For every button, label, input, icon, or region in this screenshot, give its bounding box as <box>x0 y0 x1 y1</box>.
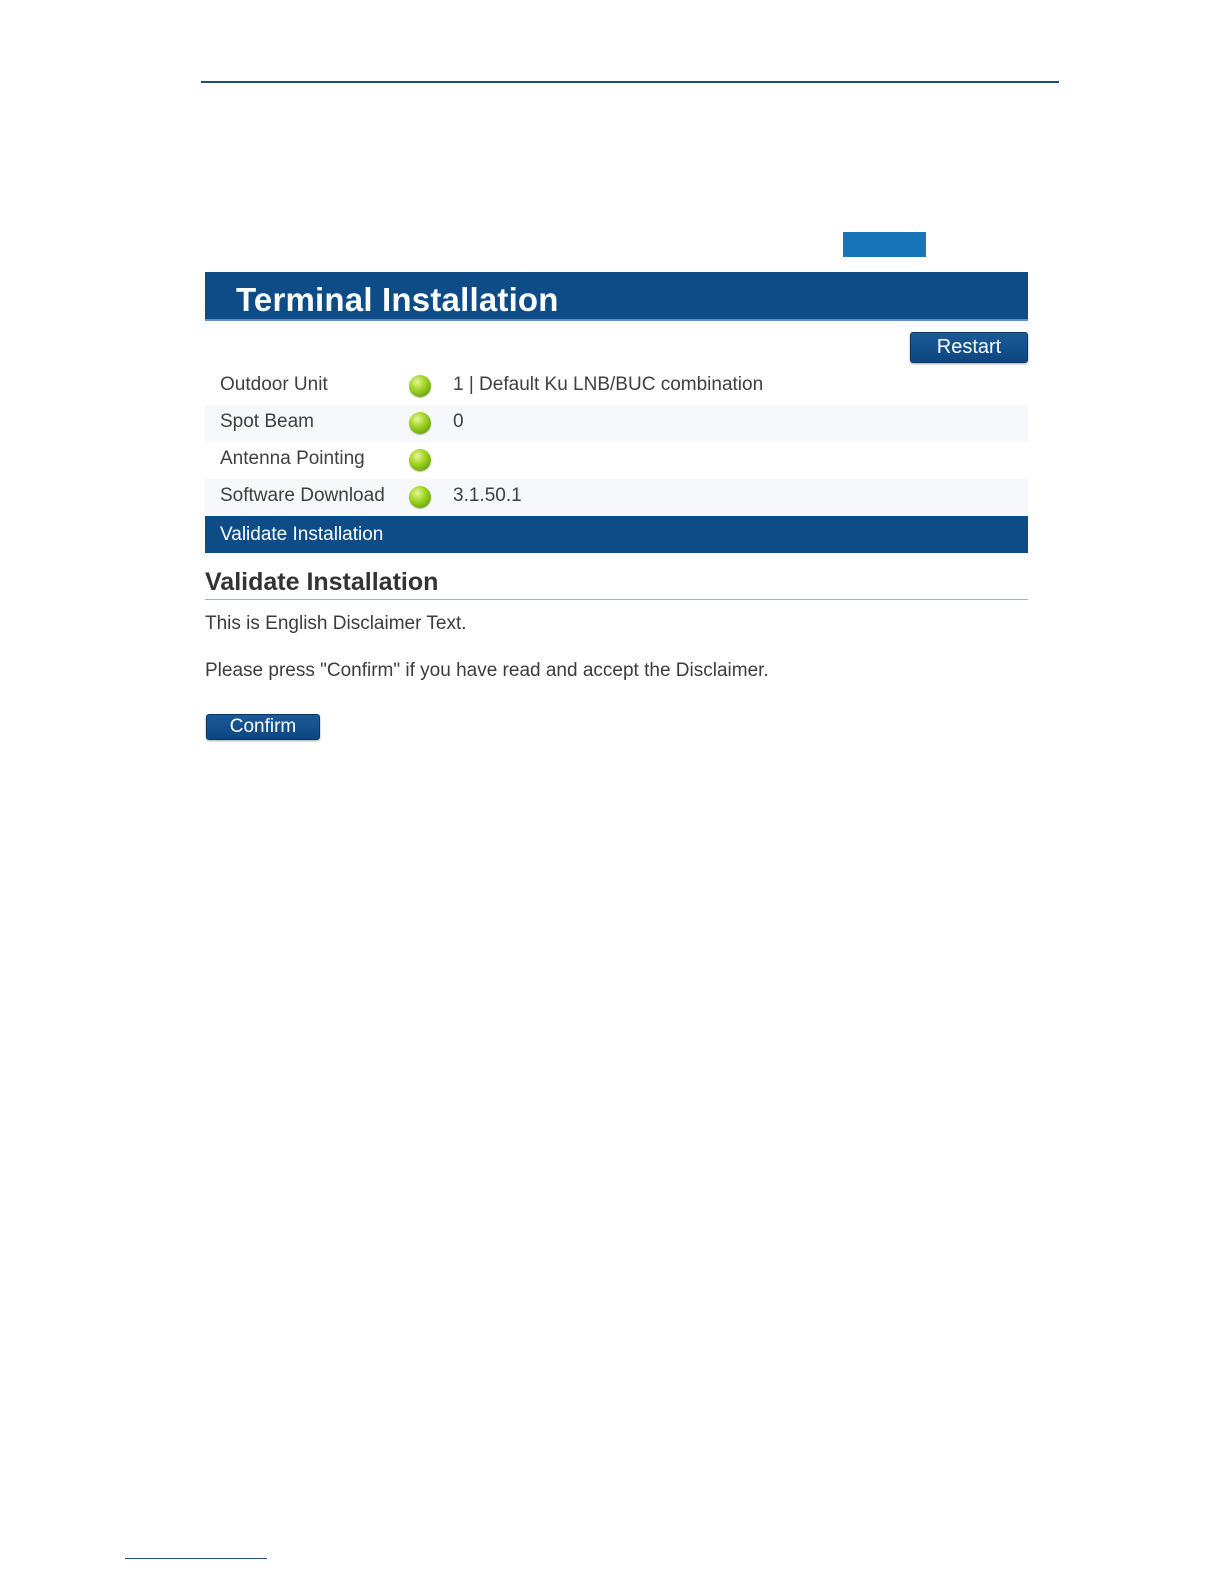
terminal-installation-panel <box>205 272 1028 553</box>
confirm-prompt-text: Please press "Confirm" if you have read and accept the Disclaimer. <box>205 660 769 681</box>
page-title: Terminal Installation <box>205 272 1028 321</box>
restart-button[interactable]: Restart <box>910 332 1028 363</box>
step-row-outdoor-unit <box>205 368 1028 405</box>
step-value: 0 <box>453 411 464 432</box>
step-value: 3.1.50.1 <box>453 485 522 506</box>
step-row-software-download <box>205 479 1028 516</box>
green-status-led-icon <box>409 449 431 471</box>
section-heading: Validate Installation <box>205 566 1028 600</box>
nav-tab-highlight[interactable] <box>843 232 926 257</box>
step-label: Antenna Pointing <box>220 448 365 469</box>
green-status-led-icon <box>409 375 431 397</box>
green-status-led-icon <box>409 486 431 508</box>
footer-rule <box>125 1558 267 1559</box>
disclaimer-text: This is English Disclaimer Text. <box>205 613 467 634</box>
green-status-led-icon <box>409 412 431 434</box>
toolbar <box>205 321 1028 368</box>
step-label: Software Download <box>220 485 385 506</box>
step-label: Spot Beam <box>220 411 314 432</box>
step-row-spot-beam <box>205 405 1028 442</box>
step-row-validate-installation[interactable]: Validate Installation <box>205 516 1028 553</box>
header-rule <box>201 81 1059 83</box>
step-value: 1 | Default Ku LNB/BUC combination <box>453 374 764 395</box>
step-label: Outdoor Unit <box>220 374 328 395</box>
step-row-antenna-pointing <box>205 442 1028 479</box>
confirm-button[interactable]: Confirm <box>206 714 320 740</box>
